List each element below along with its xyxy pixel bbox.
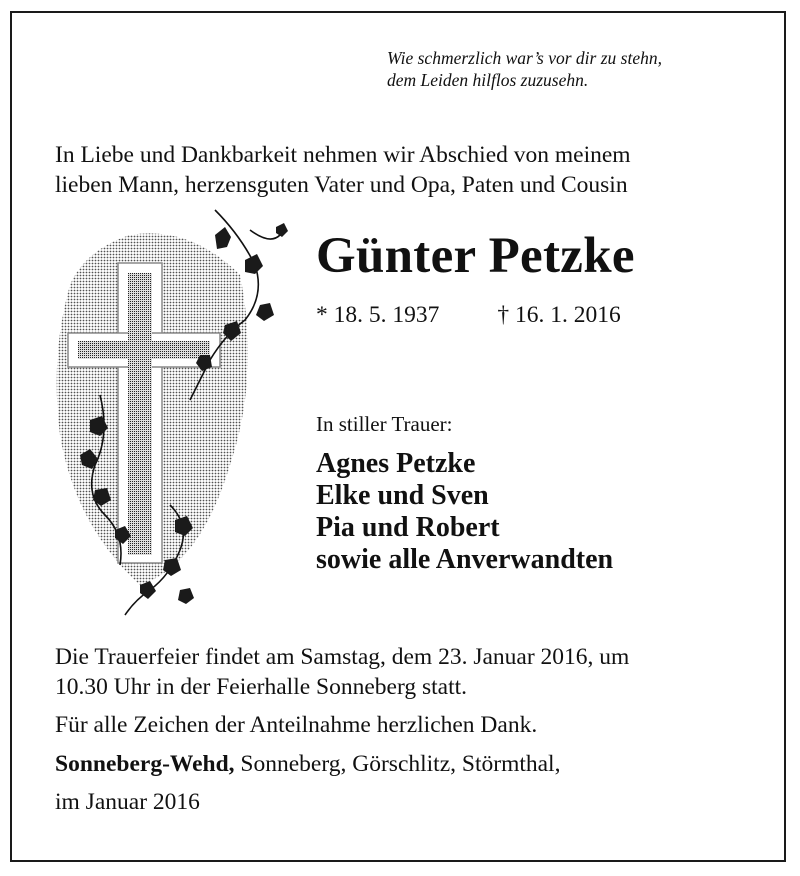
- thanks-line: Für alle Zeichen der Anteilnahme herzlichen Dank.: [55, 712, 538, 738]
- intro-line-2: lieben Mann, herzensguten Vater und Opa, Paten und Cousin: [55, 172, 628, 198]
- mourners-list: [316, 448, 613, 576]
- place-others: Sonneberg, Görschlitz, Störmthal,: [234, 751, 561, 777]
- life-dates: [316, 300, 621, 330]
- mourner-name: Pia und Robert: [316, 512, 500, 543]
- place-line: [55, 749, 560, 779]
- deceased-name: Günter Petzke: [316, 228, 635, 284]
- mourner-name: sowie alle Anverwandten: [316, 544, 614, 575]
- mourning-label: In stiller Trauer:: [316, 412, 453, 436]
- place-primary: Sonneberg-Wehd,: [55, 751, 235, 777]
- intro-line-1: In Liebe und Dankbarkeit nehmen wir Abschied von meinem: [55, 142, 631, 168]
- motto-line-1: Wie schmerzlich war’s vor dir zu stehn,: [387, 48, 662, 68]
- intro-text: [55, 140, 631, 200]
- funeral-info: [55, 642, 629, 702]
- cross-with-ivy-icon: [40, 205, 300, 625]
- motto-line-2: dem Leiden hilflos zuzusehn.: [387, 70, 589, 90]
- death-date: † 16. 1. 2016: [497, 302, 621, 328]
- funeral-line-2: 10.30 Uhr in der Feierhalle Sonneberg statt.: [55, 674, 468, 700]
- date-line: im Januar 2016: [55, 789, 200, 815]
- mourner-name: Agnes Petzke: [316, 448, 476, 479]
- birth-date: * 18. 5. 1937: [316, 302, 440, 328]
- motto-verse: [387, 47, 662, 91]
- funeral-line-1: Die Trauerfeier findet am Samstag, dem 23. Januar 2016, um: [55, 644, 630, 670]
- mourner-name: Elke und Sven: [316, 480, 489, 511]
